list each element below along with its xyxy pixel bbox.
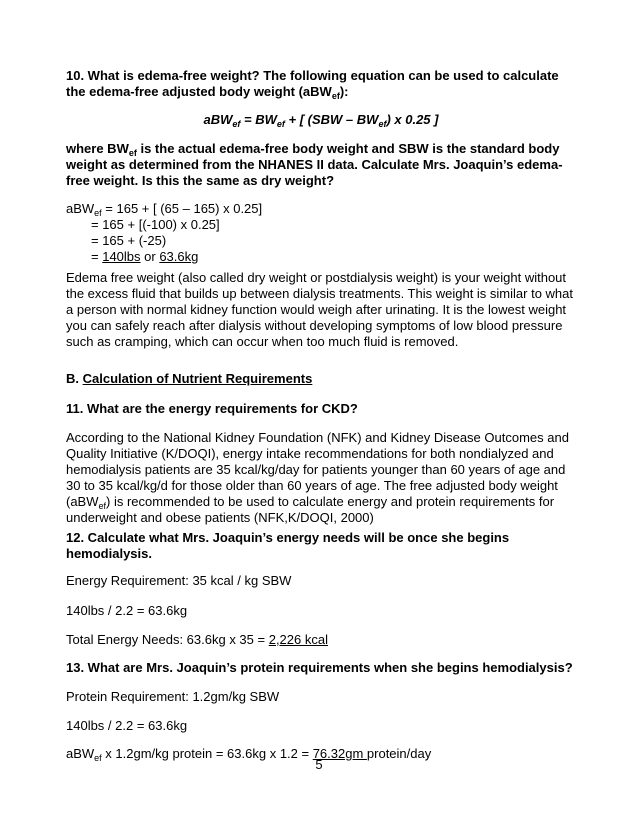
dry-weight-explanation: Edema free weight (also called dry weight or postdialysis weight) is your weight without the excess fluid that builds up between dialysis treatments. This weight is similar to what a person with normal kidney function would weigh after urinating. It is the lowest weight you can safely reach after dialysis without developing symptoms of low blood pressure such as cramping, which can occur when too much fluid is removed. xyxy=(66,270,573,349)
protein-result: aBW$_{ef}$ x 1.2gm/kg protein = 63.6kg x 1.2 = 76.32gm protein/day xyxy=(66,746,432,763)
answer-11: According to the National Kidney Foundation (NFK) and Kidney Disease Outcomes and Quality Initiative (K/DOQI), energy intake recommendations for both nondialyzed and hemodialysis patients are 35 kcal/kg/day for patients younger than 60 years of age and 30 to 35 kcal/kg/d for those older than 60 years of age. The free adjusted body weight (aBW$_{ef}$) is recommended to be used to calculate energy and protein requirements for underweight and obese patients (NFK,K/DOQI, 2000) xyxy=(66,430,569,525)
total-energy-needs: Total Energy Needs: 63.6kg x 35 = 2,226 kcal xyxy=(66,632,328,647)
question-12: 12. Calculate what Mrs. Joaquin’s energy needs will be once she begins hemodialysis. xyxy=(66,530,510,561)
calc-line-2: = 165 + [(-100) x 0.25] xyxy=(91,217,220,232)
question-13: 13. What are Mrs. Joaquin’s protein requirements when she begins hemodialysis? xyxy=(66,660,573,675)
calc-line-3: = 165 + (-25) xyxy=(91,233,167,248)
energy-requirement: Energy Requirement: 35 kcal / kg SBW xyxy=(66,573,292,588)
protein-value: 76.32gm xyxy=(312,746,367,761)
question-10: 10. What is edema-free weight? The following equation can be used to calculate the edema-free adjusted body weight (aBW$_{ef}$): xyxy=(66,68,559,101)
weight-conversion-13: 140lbs / 2.2 = 63.6kg xyxy=(66,718,188,733)
edema-free-weight-calculation xyxy=(66,201,576,265)
total-energy-value: 2,226 kcal xyxy=(268,632,328,647)
equation-definition: where $BW_{ef}$ is the actual edema-free body weight and SBW is the standard body weight as determined from the NHANES II data. Calculate Mrs. Joaquin’s edema-free weight. Is this the same as dry weight? xyxy=(66,141,563,188)
protein-requirement: Protein Requirement: 1.2gm/kg SBW xyxy=(66,689,280,704)
section-b-heading: B. Calculation of Nutrient Requirements xyxy=(66,371,313,386)
page-number: 5 xyxy=(315,757,323,772)
calc-line-4: = 140lbs or 63.6kg xyxy=(91,249,199,264)
result-lbs: 140lbs xyxy=(102,249,141,264)
question-11: 11. What are the energy requirements for CKD? xyxy=(66,401,358,416)
result-kg: 63.6kg xyxy=(159,249,199,264)
calc-line-1: aBW$_{ef}$ = 165 + [ (65 – 165) x 0.25] xyxy=(66,201,263,218)
weight-conversion-12: 140lbs / 2.2 = 63.6kg xyxy=(66,603,188,618)
edema-free-weight-equation: $aBW_{ef} = BW_{ef}$ + [ $(SBW - BW_{ef})$ x 0.25 ] xyxy=(203,112,439,129)
